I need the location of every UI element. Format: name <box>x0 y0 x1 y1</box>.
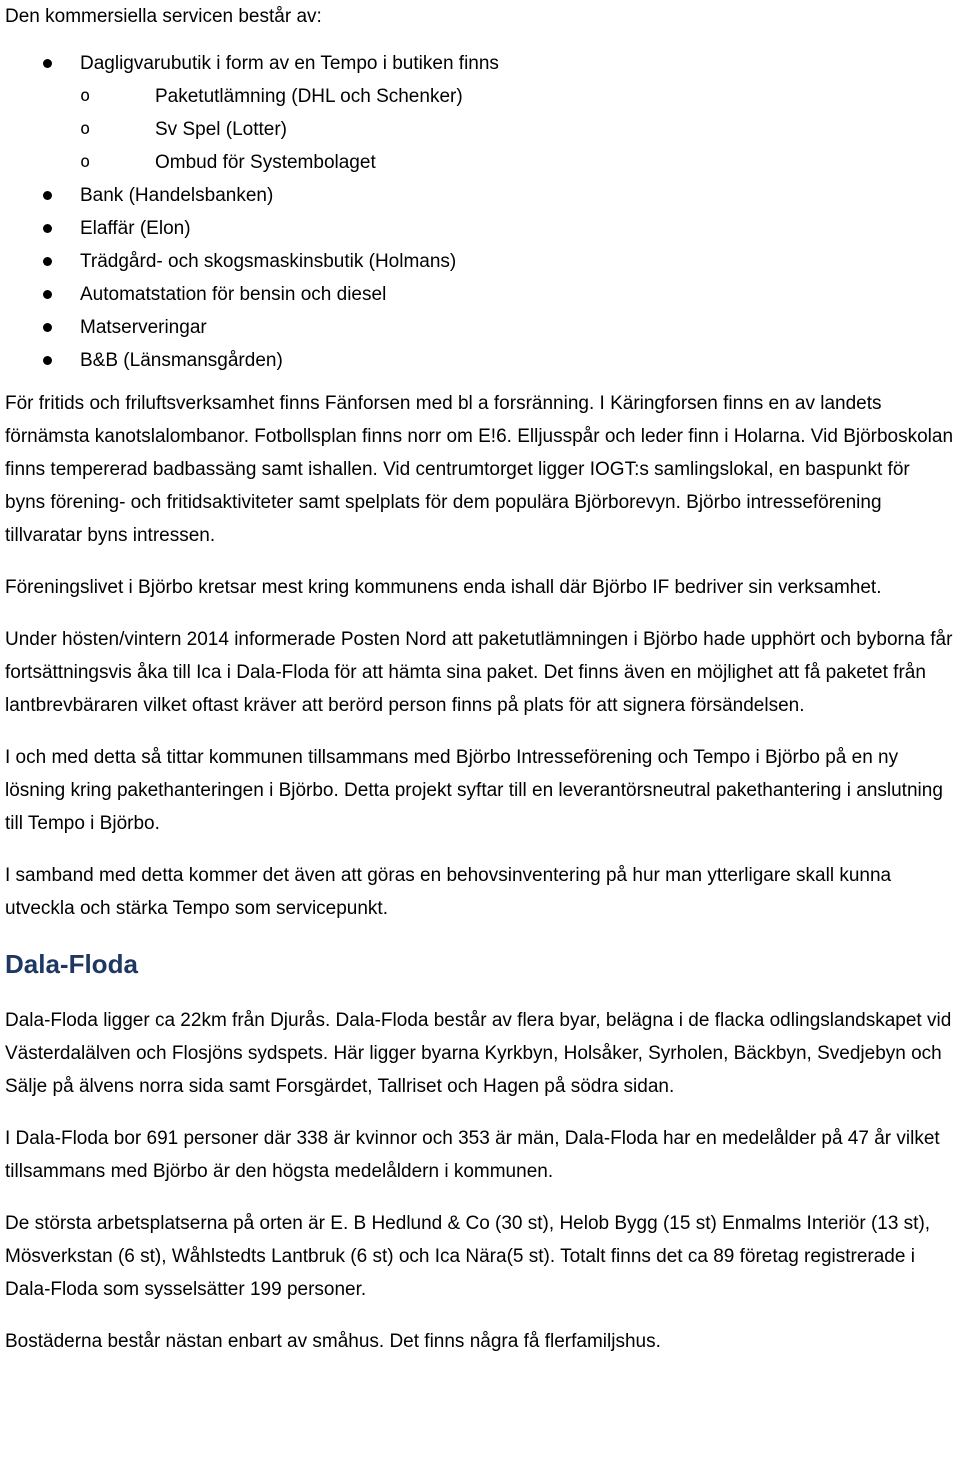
paragraph: I och med detta så tittar kommunen tillsammans med Björbo Intresseförening och Tempo i Björbo på en ny lösning kring pakethanteringen i Björbo. Detta projekt syftar till en leverantörsneutral pakethantering i anslutning till Tempo i Björbo. <box>5 747 943 834</box>
paragraph: För fritids och friluftsverksamhet finns Fänforsen med bl a forsränning. I Käringforsen finns en av landets förnämsta kanotslalombanor. Fotbollsplan finns norr om E!6. Elljusspår och leder finn i Holarna. Vid Björboskolan finns tempererad badbassäng samt ishallen. Vid centrumtorget ligger IOGT:s samlingslokal, en baspunkt för byns förening- och fritidsaktiviteter samt spelplats för dem populära Björborevyn. Björbo intresseförening tillvaratar byns intressen. <box>5 393 954 546</box>
section-heading: Dala-Floda <box>5 949 138 979</box>
sub-list <box>80 80 955 179</box>
paragraph: I samband med detta kommer det även att göras en behovsinventering på hur man ytterligare skall kunna utveckla och stärka Tempo som servicepunkt. <box>5 865 892 919</box>
list-item <box>5 47 955 179</box>
paragraph: Under hösten/vintern 2014 informerade Posten Nord att paketutlämningen i Björbo hade upphört och byborna får fortsättningsvis åka till Ica i Dala-Floda för att hämta sina paket. Det finns även en möjlighet att få paketet från lantbrevbäraren vilket oftast kräver att berörd person finns på plats för att signera försändelsen. <box>5 629 953 716</box>
list-item: Trädgård- och skogsmaskinsbutik (Holmans) <box>5 245 955 278</box>
list-item: Automatstation för bensin och diesel <box>5 278 955 311</box>
document-page <box>5 0 955 1377</box>
list-item: Elaffär (Elon) <box>5 212 955 245</box>
paragraph: I Dala-Floda bor 691 personer där 338 är kvinnor och 353 är män, Dala-Floda har en medelålder på 47 år vilket tillsammans med Björbo är den högsta medelåldern i kommunen. <box>5 1128 940 1182</box>
intro-text: Den kommersiella servicen består av: <box>5 6 322 27</box>
paragraph: Bostäderna består nästan enbart av småhus. Det finns några få flerfamiljshus. <box>5 1331 661 1352</box>
paragraph: Dala-Floda ligger ca 22km från Djurås. Dala-Floda består av flera byar, belägna i de flacka odlingslandskapet vid Västerdalälven och Flosjöns sydspets. Här ligger byarna Kyrkbyn, Holsåker, Syrholen, Bäckbyn, Svedjebyn och Sälje på älvens norra sida samt Forsgärdet, Tallriset och Hagen på södra sidan. <box>5 1010 952 1097</box>
list-item: B&B (Länsmansgården) <box>5 344 955 377</box>
service-list <box>5 47 955 377</box>
paragraph: Föreningslivet i Björbo kretsar mest kring kommunens enda ishall där Björbo IF bedriver sin verksamhet. <box>5 577 882 598</box>
list-item-label: Dagligvarubutik i form av en Tempo i butiken finns <box>80 53 499 74</box>
sub-list-item: o Sv Spel (Lotter) <box>80 113 955 146</box>
list-item: Matserveringar <box>5 311 955 344</box>
sub-list-item: o Paketutlämning (DHL och Schenker) <box>80 80 955 113</box>
paragraph: De största arbetsplatserna på orten är E. B Hedlund & Co (30 st), Helob Bygg (15 st) Enmalms Interiör (13 st), Mösverkstan (6 st), Wåhlstedts Lantbruk (6 st) och Ica Nära(5 st). Totalt finns det ca 89 företag registrerade i Dala-Floda som sysselsätter 199 personer. <box>5 1213 931 1300</box>
sub-list-item: o Ombud för Systembolaget <box>80 146 955 179</box>
list-item: Bank (Handelsbanken) <box>5 179 955 212</box>
